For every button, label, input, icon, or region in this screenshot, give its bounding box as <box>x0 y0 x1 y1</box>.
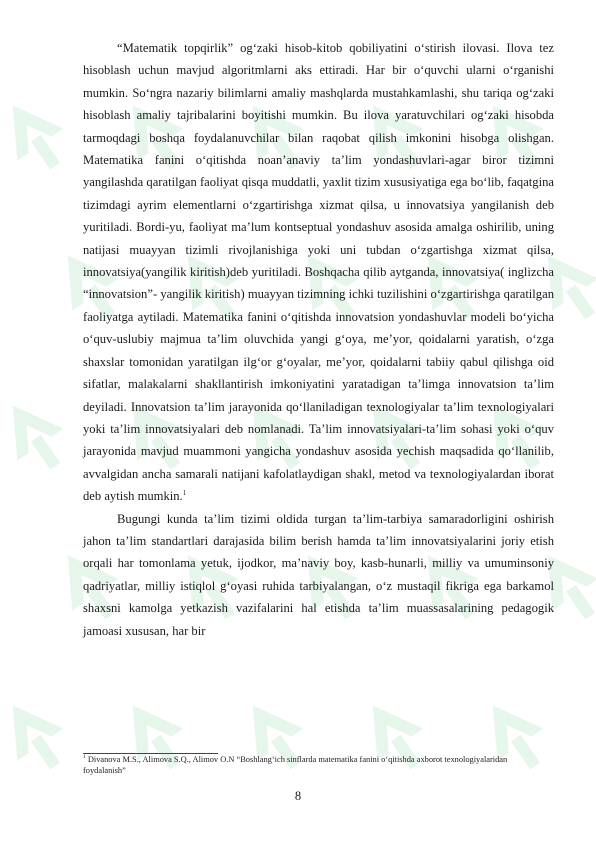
footnote <box>83 755 543 776</box>
watermark-arrow-icon <box>0 389 78 482</box>
footnote-marker: 1 <box>83 754 86 761</box>
paragraph-2: Bugungi kunda ta’lim tizimi oldida turgan ta’lim-tarbiya samaradorligini oshirish jahon ta’lim standartlari darajasida bilim berish hamda ta’lim innovatsiyalarini joriy etish orqali har tomonlama yetuk, ijodkor, ma’naviy boy, kasb-hunarli, milliy va umuminsoniy qadriyatlar, milliy istiqlol g‘oyasi ruhida tarbiyalangan, o‘z mustaqil fikriga ega barkamol shaxsni kamolga yetkazish vazifalarini hal etishda ta’lim muassasalarining pedagogik jamoasi xususan, har bir <box>83 511 554 638</box>
body-text <box>83 37 554 642</box>
watermark-arrow-icon <box>0 89 78 182</box>
footnote-divider <box>83 753 218 754</box>
watermark-arrow-icon <box>0 689 78 782</box>
paragraph-1 <box>83 37 554 508</box>
page-number: 8 <box>294 789 302 803</box>
footnote-text: Divanova M.S., Alimova S.Q., Alimov O.N “Boshlang‘ich sinflarda matematika fanini o‘qitishda axborot texnologiyalaridan foydalanish” <box>83 755 508 775</box>
paragraph-1-text: “Matematik topqirlik” og‘zaki hisob-kitob qobiliyatini o‘stirish ilovasi. Ilova tez hisoblash uchun mavjud algoritmlarni aks ettiradi. Har bir o‘quvchi ularni o‘rganishi mumkin. So‘ngra nazariy bilimlarni amaliy mashqlarda mustahkamlashi, shu tariqa og‘zaki hisoblash amaliy tajribalarini boyitishi mumkin. Bu ilova yaratuvchilari og‘zaki hisobda tarmoqdagi boshqa foydalanuvchilar bilan raqobat qilish imkonini hisobga olishgan. Matematika fanini o‘qitishda noan’anaviy ta’lim yondashuvlari-agar biror tizimni yangilashda qaratilgan faoliyat qisqa muddatli, yaxlit tizim xususiyatiga ega bo‘lib, faqatgina tizimdagi ayrim elementlarni o‘zgartirishga xizmat qilsa, u innovatsiya yangilanish deb yuritiladi. Bordi-yu, faoliyat ma’lum kontseptual yondashuv asosida amalga oshirilib, uning natijasi muayyan tizimli rivojlanishiga yoki uni tubdan o‘zgartishga xizmat qilsa, innovatsiya(yangilik kiritish)deb yuritiladi. Boshqacha qilib aytganda, innovatsiya( inglizcha “innovatsion”- yangilik kiritish) muayyan tizimning ichki tuzilishini o‘zgartirishga qaratilgan faoliyatga aytiladi. Matematika fanini o‘qitishda innovatsion yondashuvlar modeli bo‘yicha o‘quv-uslubiy majmua ta’lim oluvchida yangi g‘oya, me’yor, qoidalarni yaratish, o‘zga shaxslar tomonidan yaratilgan ilg‘or g‘oyalar, me’yor, qoidalarni tabiiy qabul qilishga oid sifatlar, malakalarni shakllantirish imkoniyatini yaratadigan ta’limga innovatsion ta’lim deyiladi. Innovatsion ta’lim jarayonida qo‘llaniladigan texnologiyalar ta’lim texnologiyalari yoki ta’lim innovatsiyalari deb nomlanadi. Ta’lim innovatsiyalari-ta’lim sohasi yoki o‘quv jarayonida mavjud muammoni yangicha yondashuv asosida yechish maqsadida qo‘llanilib, avvalgidan ancha samarali natijani kafolatlaydigan shakl, metod va texnologiyalardan iborat deb aytish mumkin. <box>83 41 554 504</box>
footnote-reference: 1 <box>182 488 187 497</box>
